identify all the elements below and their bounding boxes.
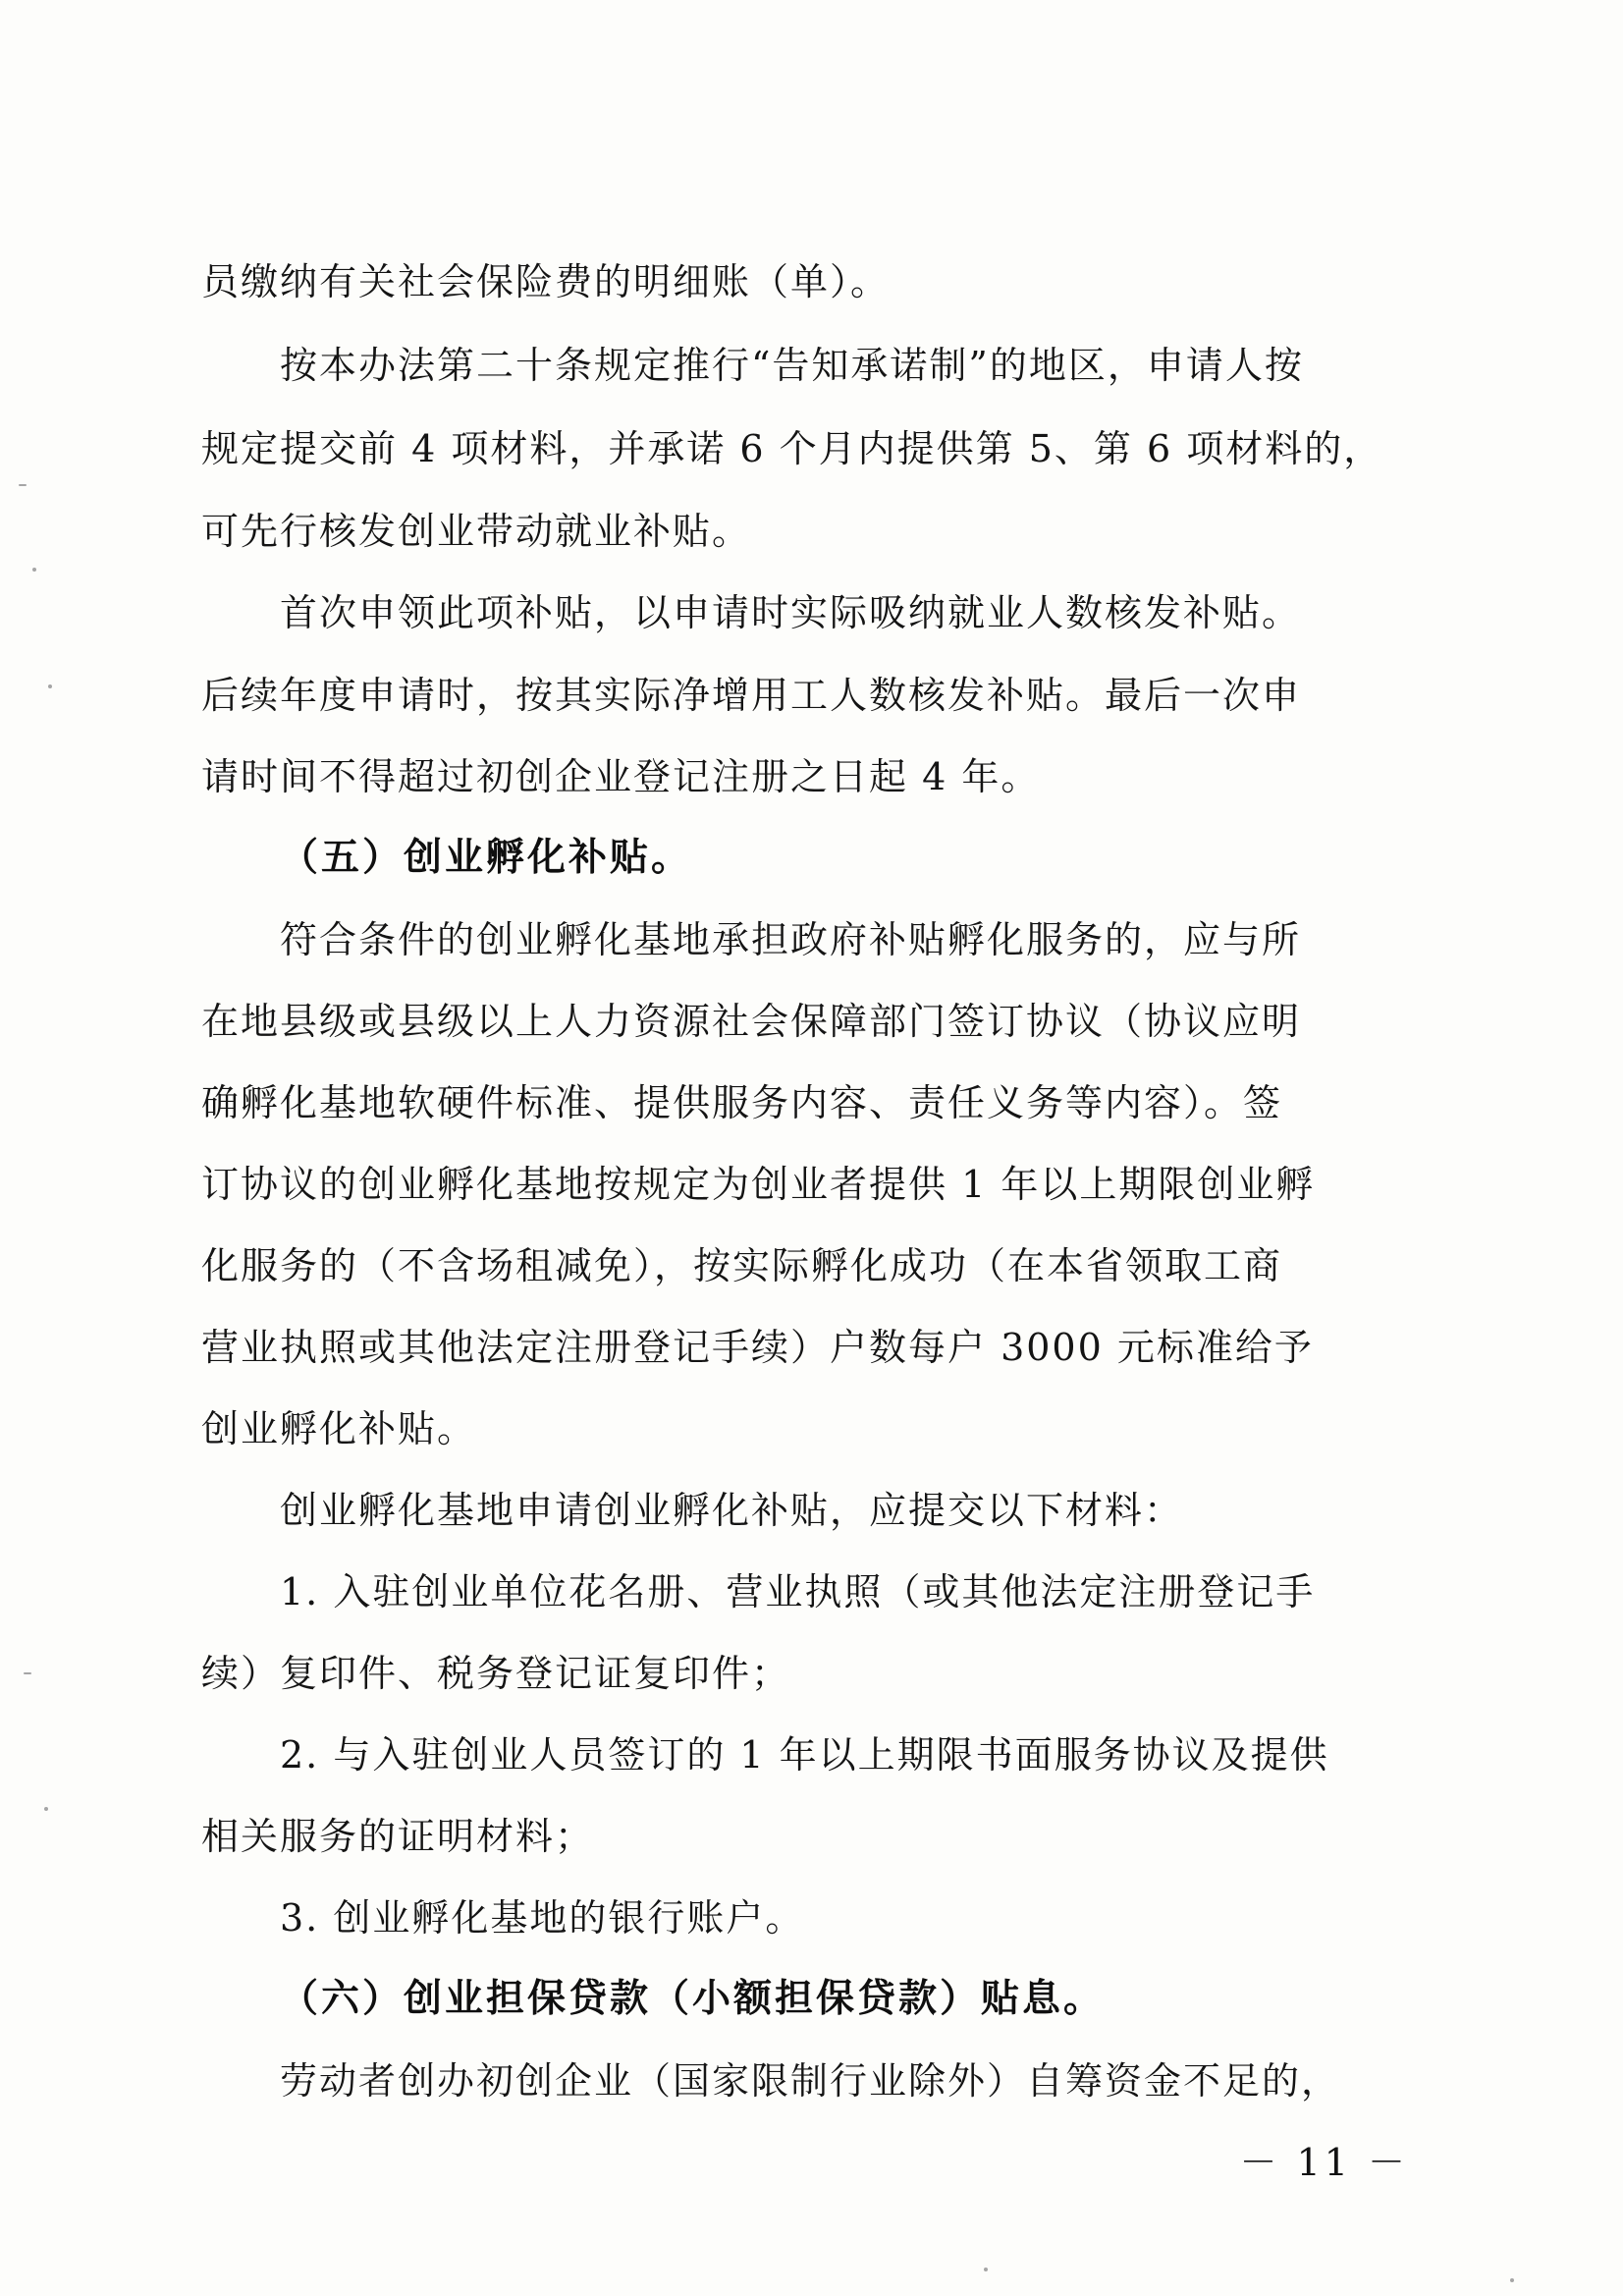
text-line-11: 确孵化基地软硬件标准、提供服务内容、责任义务等内容）。签 — [201, 1081, 1283, 1124]
text-line-13: 化服务的（不含场租减免），按实际孵化成功（在本省领取工商 — [201, 1244, 1283, 1287]
scan-speck — [44, 1807, 48, 1811]
text-line-23: 劳动者创办初创企业（国家限制行业除外）自筹资金不足的， — [280, 2059, 1341, 2103]
list-item-2-line-2: 相关服务的证明材料； — [201, 1815, 595, 1858]
text-line-3: 规定提交前 4 项材料，并承诺 6 个月内提供第 5、第 6 项材料的， — [201, 427, 1383, 470]
scan-speck — [19, 484, 27, 486]
text-line-4: 可先行核发创业带动就业补贴。 — [201, 510, 752, 553]
text-line-15: 创业孵化补贴。 — [201, 1407, 477, 1450]
text-line-9: 符合条件的创业孵化基地承担政府补贴孵化服务的，应与所 — [280, 918, 1302, 961]
list-item-2-line-1: 2. 与入驻创业人员签订的 1 年以上期限书面服务协议及提供 — [280, 1733, 1329, 1777]
list-item-1-line-2: 续）复印件、税务登记证复印件； — [201, 1652, 791, 1695]
text-line-16: 创业孵化基地申请创业孵化补贴，应提交以下材料： — [280, 1489, 1184, 1532]
scan-speck — [48, 684, 52, 688]
text-line-6: 后续年度申请时，按其实际净增用工人数核发补贴。最后一次申 — [201, 674, 1302, 717]
page-number: － 11 － — [1239, 2141, 1409, 2184]
section-heading-5: （五）创业孵化补贴。 — [280, 836, 693, 880]
scan-speck — [32, 568, 36, 572]
scan-speck — [24, 1672, 31, 1674]
text-line-1: 员缴纳有关社会保险费的明细账（单）。 — [201, 260, 891, 303]
list-item-1-line-1: 1. 入驻创业单位花名册、营业执照（或其他法定注册登记手 — [280, 1570, 1316, 1613]
text-line-14: 营业执照或其他法定注册登记手续）户数每户 3000 元标准给予 — [201, 1326, 1314, 1369]
scan-speck — [984, 2268, 988, 2271]
text-line-7: 请时间不得超过初创企业登记注册之日起 4 年。 — [201, 755, 1041, 798]
text-line-5: 首次申领此项补贴，以申请时实际吸纳就业人数核发补贴。 — [280, 591, 1302, 634]
text-line-10: 在地县级或县级以上人力资源社会保障部门签订协议（协议应明 — [201, 1000, 1302, 1043]
text-line-2: 按本办法第二十条规定推行“告知承诺制”的地区，申请人按 — [280, 344, 1304, 387]
text-line-12: 订协议的创业孵化基地按规定为创业者提供 1 年以上期限创业孵 — [201, 1163, 1316, 1206]
list-item-3: 3. 创业孵化基地的银行账户。 — [280, 1896, 805, 1940]
scan-speck — [1510, 2278, 1514, 2282]
section-heading-6: （六）创业担保贷款（小额担保贷款）贴息。 — [280, 1977, 1106, 2021]
